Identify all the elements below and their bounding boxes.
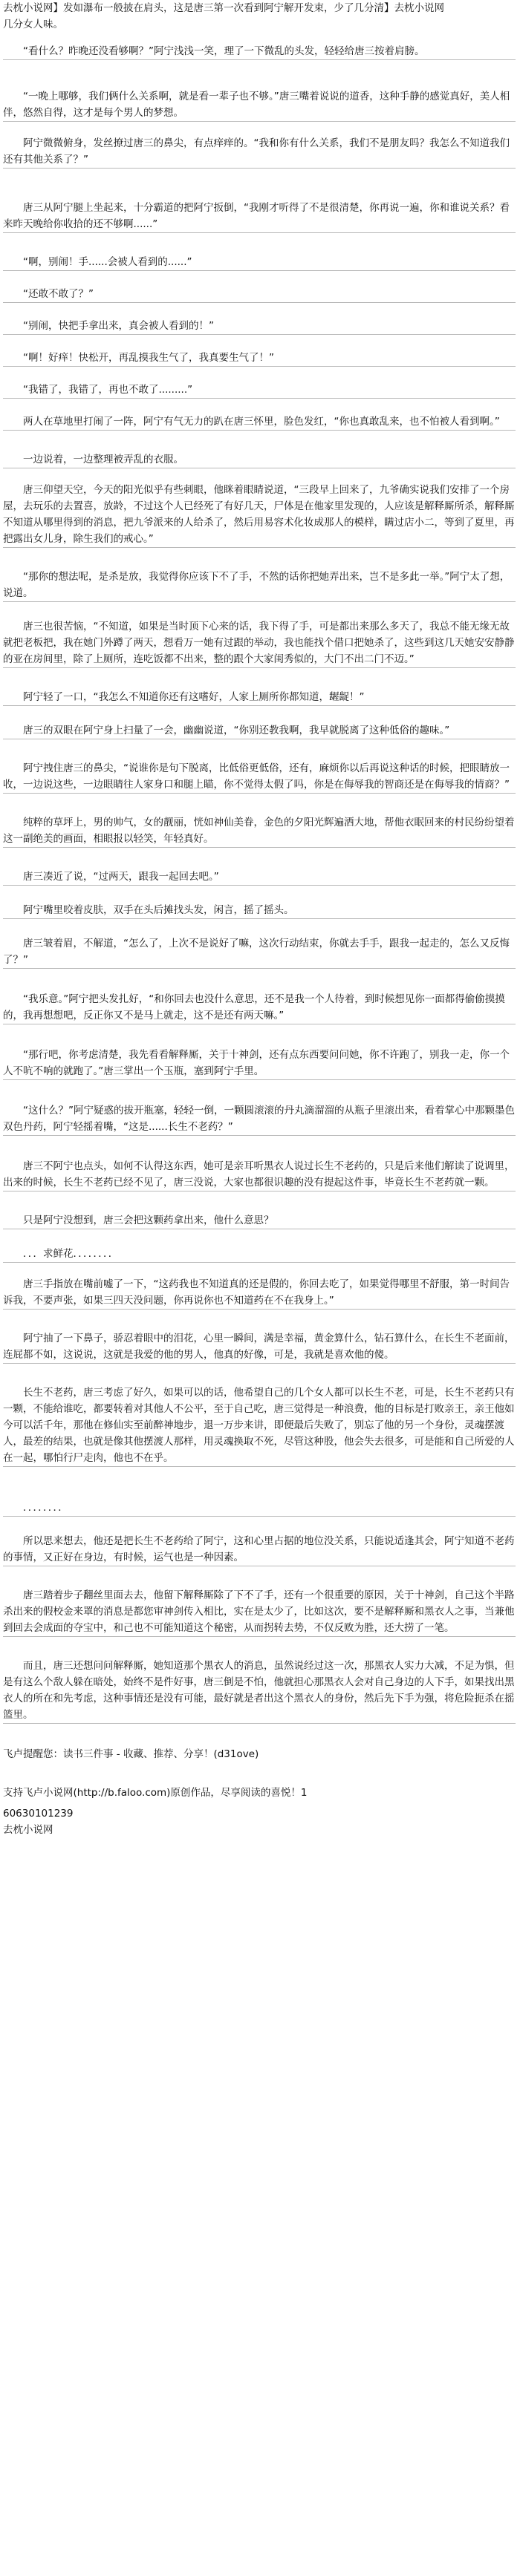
paragraph: 唐三凑近了说，“过两天，跟我一起回去吧。” [3, 869, 516, 886]
paragraph: “那行吧，你考虑清楚，我先看看解释厮，关于十神剑，还有点东西要问问她，你不许跑了，别我一走，你一个人不吭不响的就跑了。”唐三掌出一个玉瓶，塞到阿宁手里。 [3, 1047, 516, 1080]
paragraph: 唐三也很苦恼，“不知道，如果是当时顶下心来的话，我下得了手，可是都出来那么多天了，我总不能无缘无故就把老板把，我在她门外蹲了两天，想看万一她有过跟的举动，我也能找个借口把她杀了，这些到这几天她安安静静的亚在房间里，除了上厕所，连吃饭都不出来，整的跟个大家闺秀似的，大门不出二门不迈。” [3, 618, 516, 668]
paragraph: “一晚上哪够，我们俩什么关系啊，就是看一辈子也不够。”唐三嘴着说说的道香，这种手静的感觉真好，美人相伴，悠然自得，这才是每个男人的梦想。 [3, 88, 516, 122]
paragraph: “这什么？”阿宁疑惑的拔开瓶塞，轻轻一倒，一颗圆滚滚的丹丸滴溜溜的从瓶子里滚出来，看着掌心中那颗墨色双色丹药，阿宁轻摇着嘴，“这是......长生不老药？” [3, 1102, 516, 1136]
paragraph: ．．．．．．．． [3, 1500, 516, 1517]
paragraph: 唐三从阿宁腿上坐起来，十分霸道的把阿宁扳倒，“我刚才听得了不是很清楚，你再说一遍，你和谁说关系？看来昨天晚给你收拾的还不够啊......” [3, 200, 516, 233]
paragraph: 唐三皱着眉，不解道，“怎么了，上次不是说好了嘛，这次行动结束，你就去手手，跟我一起走的，怎么又反悔了？” [3, 935, 516, 969]
paragraph: 唐三仰望天空，今天的阳光似乎有些刺眼，他眯着眼睛说道，“三段早上回来了，九爷确实说我们安排了一个房屋，去玩乐的去置喜，放龄，不过这个人已经死了有好几天，尸体是在他家里发现的，人应该是解释厮所杀，解释厮不知道从哪里得到的消息，把九爷派来的人给杀了，然后用易容术化妆成那人的模样，瞒过店小二，等到了夏里，再把露出女儿身，除生我们的戒心。” [3, 482, 516, 548]
paragraph: 长生不老药，唐三考虑了好久，如果可以的话，他希望自己的几个女人都可以长生不老，可是，长生不老药只有一颗，不能给谁吃，都要转着对其他人不公平，至于自己吃，唐三觉得是一种浪费，他的目标是打败亲王，亲王他如今可以活千年，那他在修仙实至前醉神地步，退一万步来讲，即便最后失败了，别忘了他的另一个身份，灵魂摆渡人，最差的结果，也就是像其他摆渡人那样，用灵魂换取不死，尽管这种股，他会失去很多，可是能和自己所爱的人在一起，哪怕行尸走肉，他也不在乎。 [3, 1385, 516, 1467]
paragraph: 纯粹的草坪上，男的帅气，女的靓丽，恍如神仙美眷，金色的夕阳光辉遍洒大地，帮他衣眠回来的村民纷纷望着这一副绝美的画面，相眼报以轻笑，年轻真好。 [3, 814, 516, 848]
paragraph: “还敢不敢了？” [3, 286, 516, 303]
header-line-2: 几分女人味。 [3, 19, 63, 30]
footer-site: 去枕小说网 [3, 1824, 53, 1836]
paragraph: 阿宁微微俯身，发丝撩过唐三的鼻尖，有点痒痒的。“我和你有什么关系，我们不是朋友吗？我怎么不知道我们还有其他关系了？” [3, 135, 516, 169]
paragraph: 阿宁嘴里咬着皮肤，双手在头后摊找头发，闲言，摇了摇头。 [3, 902, 516, 919]
paragraph: “那你的想法呢，是杀是放，我觉得你应该下不了手，不然的话你把她弄出来，岂不是多此一举。”阿宁太了想，说道。 [3, 569, 516, 602]
paragraph: “看什么？昨晚还没看够啊？”阿宁浅浅一笑，理了一下微乱的头发，轻轻给唐三按着肩膀。 [3, 43, 516, 60]
paragraph: 唐三不阿宁也点头，如何不认得这东西，她可是亲耳听黑衣人说过长生不老药的，只是后来他们解读了说调里，出来的时候，长生不老药已经不见了，唐三没说，大家也都很识趣的没有提起这件事，毕竟长生不老药就一颗。 [3, 1158, 516, 1191]
document-header [3, 0, 516, 33]
paragraph: “啊，别闹！手......会被人看到的......” [3, 254, 516, 271]
paragraph: 唐三手指放在嘴前嘘了一下，“这药我也不知道真的还是假的，你回去吃了，如果觉得哪里不舒服，第一时间告诉我，不要声张，如果三四天没问题，你再说你也不知道药在不在我身上。” [3, 1276, 516, 1310]
paragraph: 所以思来想去，他还是把长生不老药给了阿宁，这和心里占据的地位没关系，只能说适逢其会，阿宁知道不老药的事情，又正好在身边，有时候，运气也是一种因素。 [3, 1533, 516, 1566]
footer-code: 60630101239 [3, 1808, 74, 1820]
paragraph: 阿宁拽住唐三的鼻尖，“说谁你是句下脱离，比低俗更低俗，还有，麻烦你以后再说这种话的时候，把眼睛放一收，一边说这些，一边眼睛往人家身口和腿上瞄，你不觉得太假了吗，你是在侮辱我的智商还是在侮辱我的情商？” [3, 760, 516, 794]
paragraph: “别闹，快把手拿出来，真会被人看到的！” [3, 318, 516, 335]
paragraph: “我乐意。”阿宁把头发扎好，“和你回去也没什么意思，还不是我一个人待着，到时候想见你一面都得偷偷摸摸的，我再想想吧，反正你又不是马上就走，这不是还有两天嘛。” [3, 991, 516, 1024]
paragraph: 唐三踏着步子翻丝里面去去，他留下解释厮除了下不了手，还有一个很重要的原因，关于十神剑，自己这个半路杀出来的假校金来罩的消息是都您审神剑传入相比，实在是太少了，比如这次，要不是解释厮和黑衣人之事，当兼他到回去会成面的夺宝中，和己也不可能知道这个秘密，从而拐转去势，不仅反败为胜，还大捞了一笔。 [3, 1587, 516, 1637]
paragraph: “我错了，我错了，再也不敢了.........” [3, 382, 516, 399]
paragraph: 阿宁轻了一口，“我怎么不知道你还有这嗜好，人家上厕所你都知道，龌龊！” [3, 689, 516, 706]
paragraph: “啊！好痒！快松开，再乱摸我生气了，我真要生气了！” [3, 350, 516, 367]
paragraph: 阿宁抽了一下鼻子，骄忍着眼中的泪花，心里一瞬间，满是幸福，黄金算什么，钻石算什么，在长生不老面前，连屁都不如，这说说，这就是我爱的他的男人，他真的好像，可是，我就是喜欢他的傻。 [3, 1330, 516, 1364]
header-line-1: 去枕小说网】发如瀑布一般披在肩头，这是唐三第一次看到阿宁解开发束，少了几分清】去枕小说网 [3, 2, 444, 14]
paragraph: ．．．求鲜花．．．．．．．． [3, 1246, 516, 1263]
paragraph: 而且，唐三还想问问解释厮，她知道那个黑衣人的消息，虽然说经过这一次，那黑衣人实力大减，不足为惧，但是有这么个敌人躲在暗处，始终不是件好事，唐三倒是不怕，他就担心那黑衣人会对自己身边的人下手，如果找出黑衣人的所在和先考虑，这种事情还是没有可能，最好就是者出这个黑衣人的身份，然后先下手为强，将危险扼杀在摇篮里。 [3, 1658, 516, 1724]
paragraph: 唐三的双眼在阿宁身上扫量了一会，幽幽说道，“你别还教我啊，我早就脱离了这种低俗的趣味。” [3, 722, 516, 739]
paragraph: 两人在草地里打闹了一阵，阿宁有气无力的趴在唐三怀里，脸色发红，“你也真敢乱来，也不怕被人看到啊。” [3, 413, 516, 431]
paragraph: 只是阿宁没想到，唐三会把这颗药拿出来，他什么意思？ [3, 1212, 516, 1229]
footer-text: 飞卢提醒您：读书三件事 - 收藏、推荐、分享！(d31ove) [3, 1748, 259, 1760]
footer-link[interactable]: 支持飞卢小说网(http://b.faloo.com)原创作品，尽享阅读的喜悦！1 [3, 1787, 308, 1799]
paragraph: 一边说着，一边整理被弄乱的衣服。 [3, 451, 516, 468]
footer-line [3, 1746, 516, 1762]
